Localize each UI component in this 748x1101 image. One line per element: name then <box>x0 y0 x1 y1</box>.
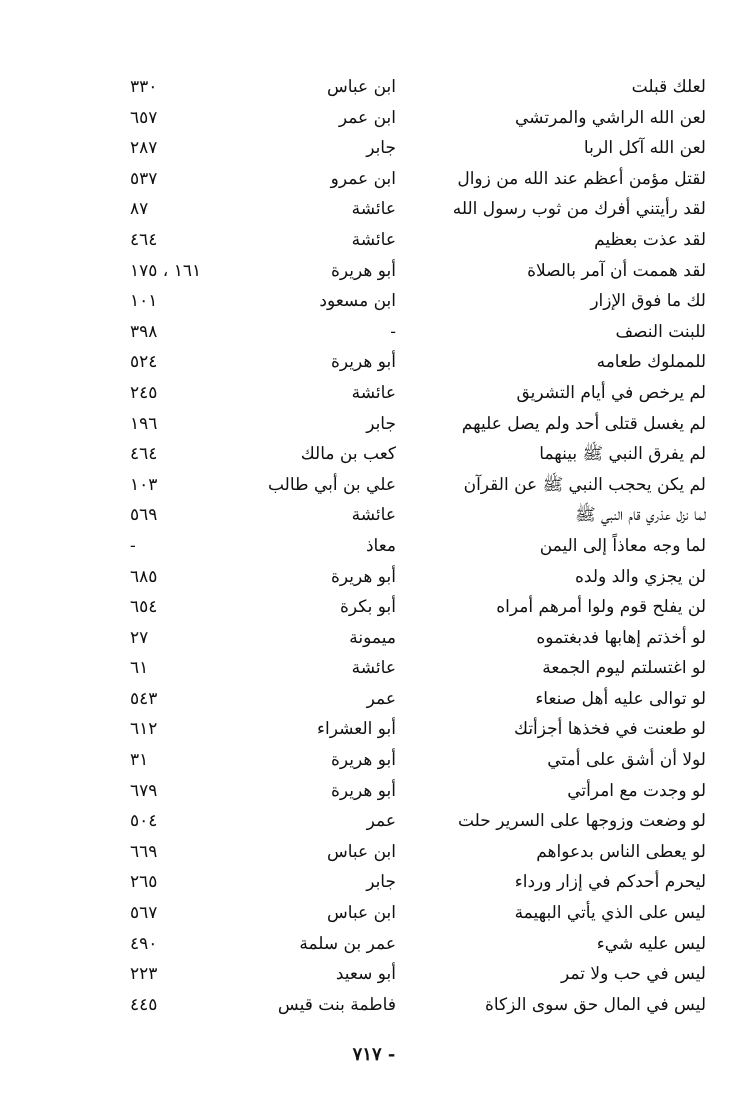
narrator-name: ابن مسعود <box>319 291 396 312</box>
narrator-name: عائشة <box>351 658 396 679</box>
page-reference: ٦٥٧ <box>130 107 158 128</box>
hadith-text: لما وجه معاذاً إلى اليمن <box>539 535 706 556</box>
index-row <box>130 837 706 868</box>
narrator-name: أبو بكرة <box>339 597 396 618</box>
hadith-text: لن يجزي والد ولده <box>575 566 706 587</box>
page-reference: ٥٣٧ <box>130 168 158 189</box>
narrator-name: ابن عباس <box>326 77 396 97</box>
narrator-name: أبو العشراء <box>316 719 396 740</box>
hadith-text: لعن الله آكل الربا <box>583 138 706 159</box>
page-reference: ١٠٣ <box>130 474 158 495</box>
hadith-text: لما نزل عذري قام النبي ﷺ <box>575 505 706 526</box>
hadith-text: لو وضعت وزوجها على السرير حلت <box>457 811 706 832</box>
page-reference: ٢٢٣ <box>130 964 158 985</box>
narrator-name: معاذ <box>365 535 396 556</box>
hadith-text: لم يكن يحجب النبي ﷺ عن القرآن <box>463 474 706 495</box>
page-reference: ٦٦٩ <box>130 841 158 862</box>
hadith-text: ليحرم أحدكم في إزار ورداء <box>514 872 706 893</box>
narrator-name: ابن عباس <box>326 841 396 862</box>
narrator-name: جابر <box>366 413 396 434</box>
index-row <box>130 72 706 103</box>
index-row <box>130 929 706 960</box>
hadith-text: لو أخذتم إهابها فدبغتموه <box>536 627 706 648</box>
hadith-text: لم يفرق النبي ﷺ بينهما <box>539 444 706 465</box>
hadith-text: ليس في حب ولا تمر <box>561 964 706 985</box>
page-number: - ٧١٧ <box>352 1044 396 1065</box>
narrator-name: ابن عمرو <box>330 168 396 189</box>
index-row <box>130 959 706 990</box>
hadith-text: لو توالى عليه أهل صنعاء <box>535 688 706 709</box>
narrator-name: أبو هريرة <box>330 566 396 587</box>
narrator-name: عمر بن سلمة <box>299 933 396 954</box>
hadith-text: للبنت النصف <box>615 321 706 342</box>
page-reference: ٣٩٨ <box>130 321 158 342</box>
index-row <box>130 653 706 684</box>
page-reference: ١٠١ <box>130 291 158 312</box>
index-row <box>130 592 706 623</box>
page-reference: ٦٨٥ <box>130 566 158 587</box>
hadith-text: لم يغسل قتلى أحد ولم يصل عليهم <box>461 413 706 434</box>
index-row <box>130 562 706 593</box>
page-reference: ٦١٢ <box>130 719 158 740</box>
hadith-text: لن يفلح قوم ولوا أمرهم أمراه <box>496 597 706 618</box>
hadith-text: لولا أن أشق على أمتي <box>547 750 706 771</box>
page-reference: ٥٠٤ <box>130 811 158 832</box>
narrator-name: كعب بن مالك <box>300 444 396 465</box>
page-reference: ٦٥٤ <box>130 597 158 618</box>
hadith-text: ليس عليه شيء <box>596 933 706 954</box>
hadith-text: لك ما فوق الإزار <box>590 291 706 312</box>
hadith-text: ليس في المال حق سوى الزكاة <box>484 994 706 1015</box>
hadith-text: لقد هممت أن آمر بالصلاة <box>527 260 706 281</box>
page-reference: ٤٩٠ <box>130 933 158 954</box>
narrator-name: عمر <box>366 811 396 832</box>
narrator-name: ابن عمر <box>338 107 396 128</box>
index-row <box>130 133 706 164</box>
narrator-name: عمر <box>366 688 396 709</box>
page-reference: ٣١ <box>130 750 149 771</box>
hadith-text: لعن الله الراشي والمرتشي <box>515 107 706 128</box>
index-row <box>130 470 706 501</box>
page-reference: ٣٣٠ <box>130 77 158 97</box>
page-reference: - <box>130 535 136 556</box>
index-row <box>130 867 706 898</box>
index-row <box>130 439 706 470</box>
narrator-name: أبو هريرة <box>330 352 396 373</box>
index-row <box>130 286 706 317</box>
page-reference: ٥٢٤ <box>130 352 158 373</box>
index-row <box>130 500 706 531</box>
page-reference: ٢٨٧ <box>130 138 158 159</box>
narrator-name: ابن عباس <box>326 903 396 924</box>
narrator-name: علي بن أبي طالب <box>267 474 396 495</box>
narrator-name: عائشة <box>351 505 396 526</box>
index-row <box>130 164 706 195</box>
page-reference: ٥٤٣ <box>130 688 158 709</box>
narrator-name: أبو هريرة <box>330 750 396 771</box>
index-row <box>130 256 706 287</box>
index-row <box>130 776 706 807</box>
page-reference: ٢٦٥ <box>130 872 158 893</box>
index-row <box>130 531 706 562</box>
hadith-text: لقتل مؤمن أعظم عند الله من زوال <box>457 168 706 189</box>
narrator-name: أبو سعيد <box>335 964 396 985</box>
hadith-text: لم يرخص في أيام التشريق <box>516 382 706 403</box>
narrator-name: عائشة <box>351 199 396 220</box>
index-row <box>130 103 706 134</box>
narrator-name: - <box>390 321 396 342</box>
hadith-index-table <box>130 72 706 1020</box>
narrator-name: جابر <box>366 138 396 159</box>
page-reference: ٥٦٧ <box>130 903 158 924</box>
page-reference: ١٦١ ، ١٧٥ <box>130 260 202 281</box>
index-row <box>130 806 706 837</box>
page-reference: ٤٦٤ <box>130 444 158 465</box>
index-row <box>130 990 706 1021</box>
page-reference: ٢٤٥ <box>130 382 158 403</box>
index-row <box>130 409 706 440</box>
index-row <box>130 623 706 654</box>
hadith-text: لو طعنت في فخذها أجزأتك <box>514 719 706 740</box>
index-row <box>130 684 706 715</box>
page-reference: ٥٦٩ <box>130 505 158 526</box>
index-row <box>130 714 706 745</box>
index-row <box>130 378 706 409</box>
hadith-text: لو وجدت مع امرأتي <box>567 780 706 801</box>
narrator-name: أبو هريرة <box>330 780 396 801</box>
hadith-text: ليس على الذي يأتي البهيمة <box>514 903 706 924</box>
page-reference: ٤٦٤ <box>130 229 158 250</box>
narrator-name: ميمونة <box>349 627 396 648</box>
page-reference: ٦٧٩ <box>130 780 158 801</box>
page-reference: ٨٧ <box>130 199 149 220</box>
index-row <box>130 745 706 776</box>
page-reference: ٤٤٥ <box>130 994 158 1015</box>
index-row <box>130 317 706 348</box>
page-reference: ١٩٦ <box>130 413 158 434</box>
hadith-text: لقد رأيتني أفرك من ثوب رسول الله <box>452 199 706 220</box>
index-row <box>130 194 706 225</box>
index-row <box>130 225 706 256</box>
narrator-name: فاطمة بنت قيس <box>277 994 396 1015</box>
hadith-text: لو اغتسلتم ليوم الجمعة <box>542 658 706 679</box>
page-reference: ٢٧ <box>130 627 149 648</box>
hadith-text: لقد عذت بعظيم <box>594 229 706 250</box>
index-row <box>130 898 706 929</box>
narrator-name: عائشة <box>351 382 396 403</box>
index-row <box>130 347 706 378</box>
hadith-text: لو يعطى الناس بدعواهم <box>536 841 706 862</box>
hadith-text: لعلك قبلت <box>631 77 706 97</box>
narrator-name: جابر <box>366 872 396 893</box>
narrator-name: عائشة <box>351 229 396 250</box>
hadith-text: للمملوك طعامه <box>596 352 706 373</box>
page-reference: ٦١ <box>130 658 149 679</box>
narrator-name: أبو هريرة <box>330 260 396 281</box>
